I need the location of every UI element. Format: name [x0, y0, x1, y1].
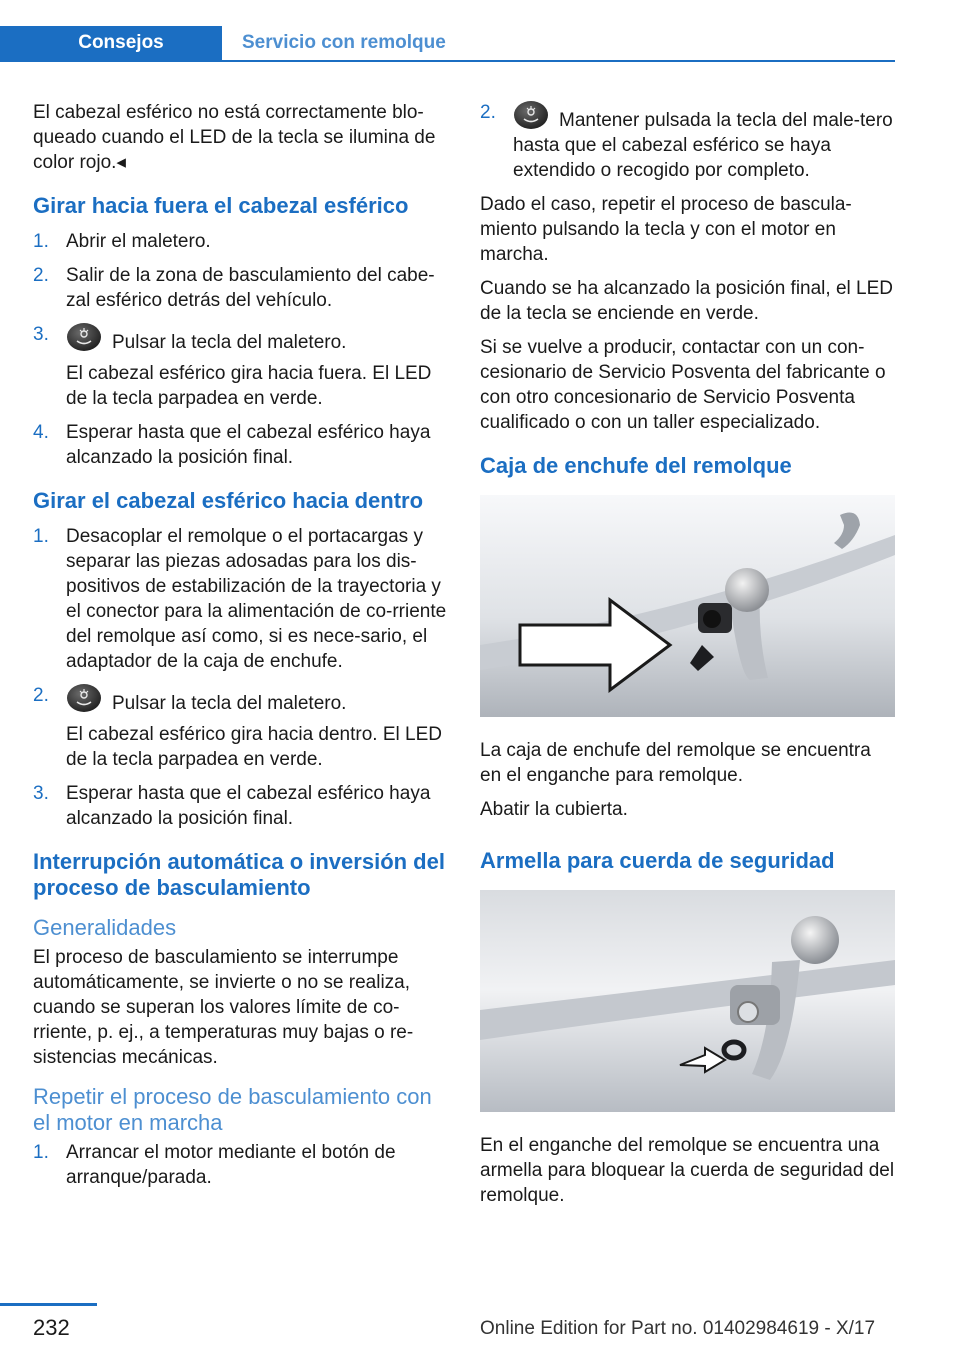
paragraph: Si se vuelve a producir, contactar con un con-cesionario de Servicio Posventa del fabricante o con otro concesionario de Servicio Posventa cualificado o con un taller especializado.: [480, 337, 886, 433]
subheading-repetir: Repetir el proceso de basculamiento con el motor en marcha: [33, 1084, 432, 1135]
step-text: Salir de la zona de basculamiento del cabe-zal esférico detrás del vehículo.: [66, 265, 435, 311]
step-number: 4.: [33, 422, 49, 443]
step-text: Arrancar el motor mediante el botón de arranque/parada.: [66, 1142, 396, 1188]
list-item: [33, 263, 453, 313]
steps-repetir-cont: [480, 100, 895, 183]
page-number: 232: [33, 1315, 70, 1340]
trailer-socket-photo: [480, 495, 895, 717]
step-text: Abrir el maletero.: [66, 231, 211, 252]
heading-girar-dentro: Girar el cabezal esférico hacia dentro: [33, 488, 424, 513]
steps-repetir: [33, 1140, 453, 1190]
step-number: 3.: [33, 324, 49, 345]
list-item: [33, 524, 453, 674]
heading-armella: Armella para cuerda de seguridad: [480, 848, 835, 873]
paragraph: La caja de enchufe del remolque se encuentra en el enganche para remolque.: [480, 740, 871, 786]
step-text: Pulsar la tecla del maletero.: [112, 693, 347, 714]
step-number: 2.: [33, 685, 49, 706]
paragraph: Cuando se ha alcanzado la posición final, el LED de la tecla se enciende en verde.: [480, 278, 893, 324]
list-item: [33, 322, 453, 411]
tab-consejos[interactable]: Consejos: [0, 26, 222, 60]
list-item: [33, 781, 453, 831]
steps-girar-fuera: [33, 229, 453, 470]
footer-divider: [0, 1303, 97, 1306]
tab-servicio-con-remolque[interactable]: Servicio con remolque: [242, 32, 446, 53]
trunk-button-icon: [66, 683, 102, 713]
left-column: [33, 100, 453, 1199]
step-number: 1.: [33, 231, 49, 252]
list-item: [33, 420, 453, 470]
trunk-button-icon: [513, 100, 549, 130]
step-subtext: El cabezal esférico gira hacia dentro. El LED de la tecla parpadea en verde.: [66, 724, 442, 770]
heading-girar-fuera: Girar hacia fuera el cabezal esférico: [33, 193, 409, 218]
steps-girar-dentro: [33, 524, 453, 831]
step-text: Pulsar la tecla del maletero.: [112, 332, 347, 353]
subheading-generalidades: Generalidades: [33, 915, 177, 940]
list-item: [480, 100, 895, 183]
list-item: [33, 683, 453, 772]
header-divider: [0, 60, 895, 62]
list-item: [33, 1140, 453, 1190]
step-number: 3.: [33, 783, 49, 804]
step-number: 1.: [33, 1142, 49, 1163]
paragraph: Dado el caso, repetir el proceso de bascula-miento pulsando la tecla y con el motor en marcha.: [480, 194, 852, 265]
heading-interrupcion: Interrupción automática o inversión del proceso de basculamiento: [33, 849, 445, 900]
step-number: 2.: [33, 265, 49, 286]
step-subtext: El cabezal esférico gira hacia fuera. El LED de la tecla parpadea en verde.: [66, 363, 432, 409]
step-text: Desacoplar el remolque o el portacargas y separar las piezas adosadas para los dis-positivos de estabilización de la trayectoria y el conector para la alimentación de co-rriente del remolque así como, si es nece-sario, el adaptador de la caja de enchufe.: [66, 526, 447, 672]
edition-note: Online Edition for Part no. 01402984619 - X/17: [480, 1318, 876, 1339]
step-text: Mantener pulsada la tecla del male-tero hasta que el cabezal esférico se haya extendido o recogido por completo.: [513, 110, 893, 181]
paragraph: Abatir la cubierta.: [480, 799, 628, 820]
list-item: [33, 229, 453, 254]
step-number: 1.: [33, 526, 49, 547]
paragraph: En el enganche del remolque se encuentra una armella para bloquear la cuerda de seguridad del remolque.: [480, 1135, 895, 1206]
heading-caja-enchufe: Caja de enchufe del remolque: [480, 453, 792, 478]
general-paragraph: El proceso de basculamiento se interrumpe automáticamente, se invierte o no se realiza, cuando se superan los valores límite de co-rriente, p. ej., a temperaturas muy bajas o re-sistencias mecánicas.: [33, 947, 414, 1068]
trunk-button-icon: [66, 322, 102, 352]
step-text: Esperar hasta que el cabezal esférico haya alcanzado la posición final.: [66, 783, 431, 829]
intro-paragraph: El cabezal esférico no está correctamente blo-queado cuando el LED de la tecla se ilumina de color rojo.◂: [33, 102, 436, 173]
step-text: Esperar hasta que el cabezal esférico haya alcanzado la posición final.: [66, 422, 431, 468]
right-column: [480, 100, 895, 1217]
safety-eyelet-photo: [480, 890, 895, 1112]
step-number: 2.: [480, 102, 496, 123]
header-tabs: [0, 26, 895, 62]
